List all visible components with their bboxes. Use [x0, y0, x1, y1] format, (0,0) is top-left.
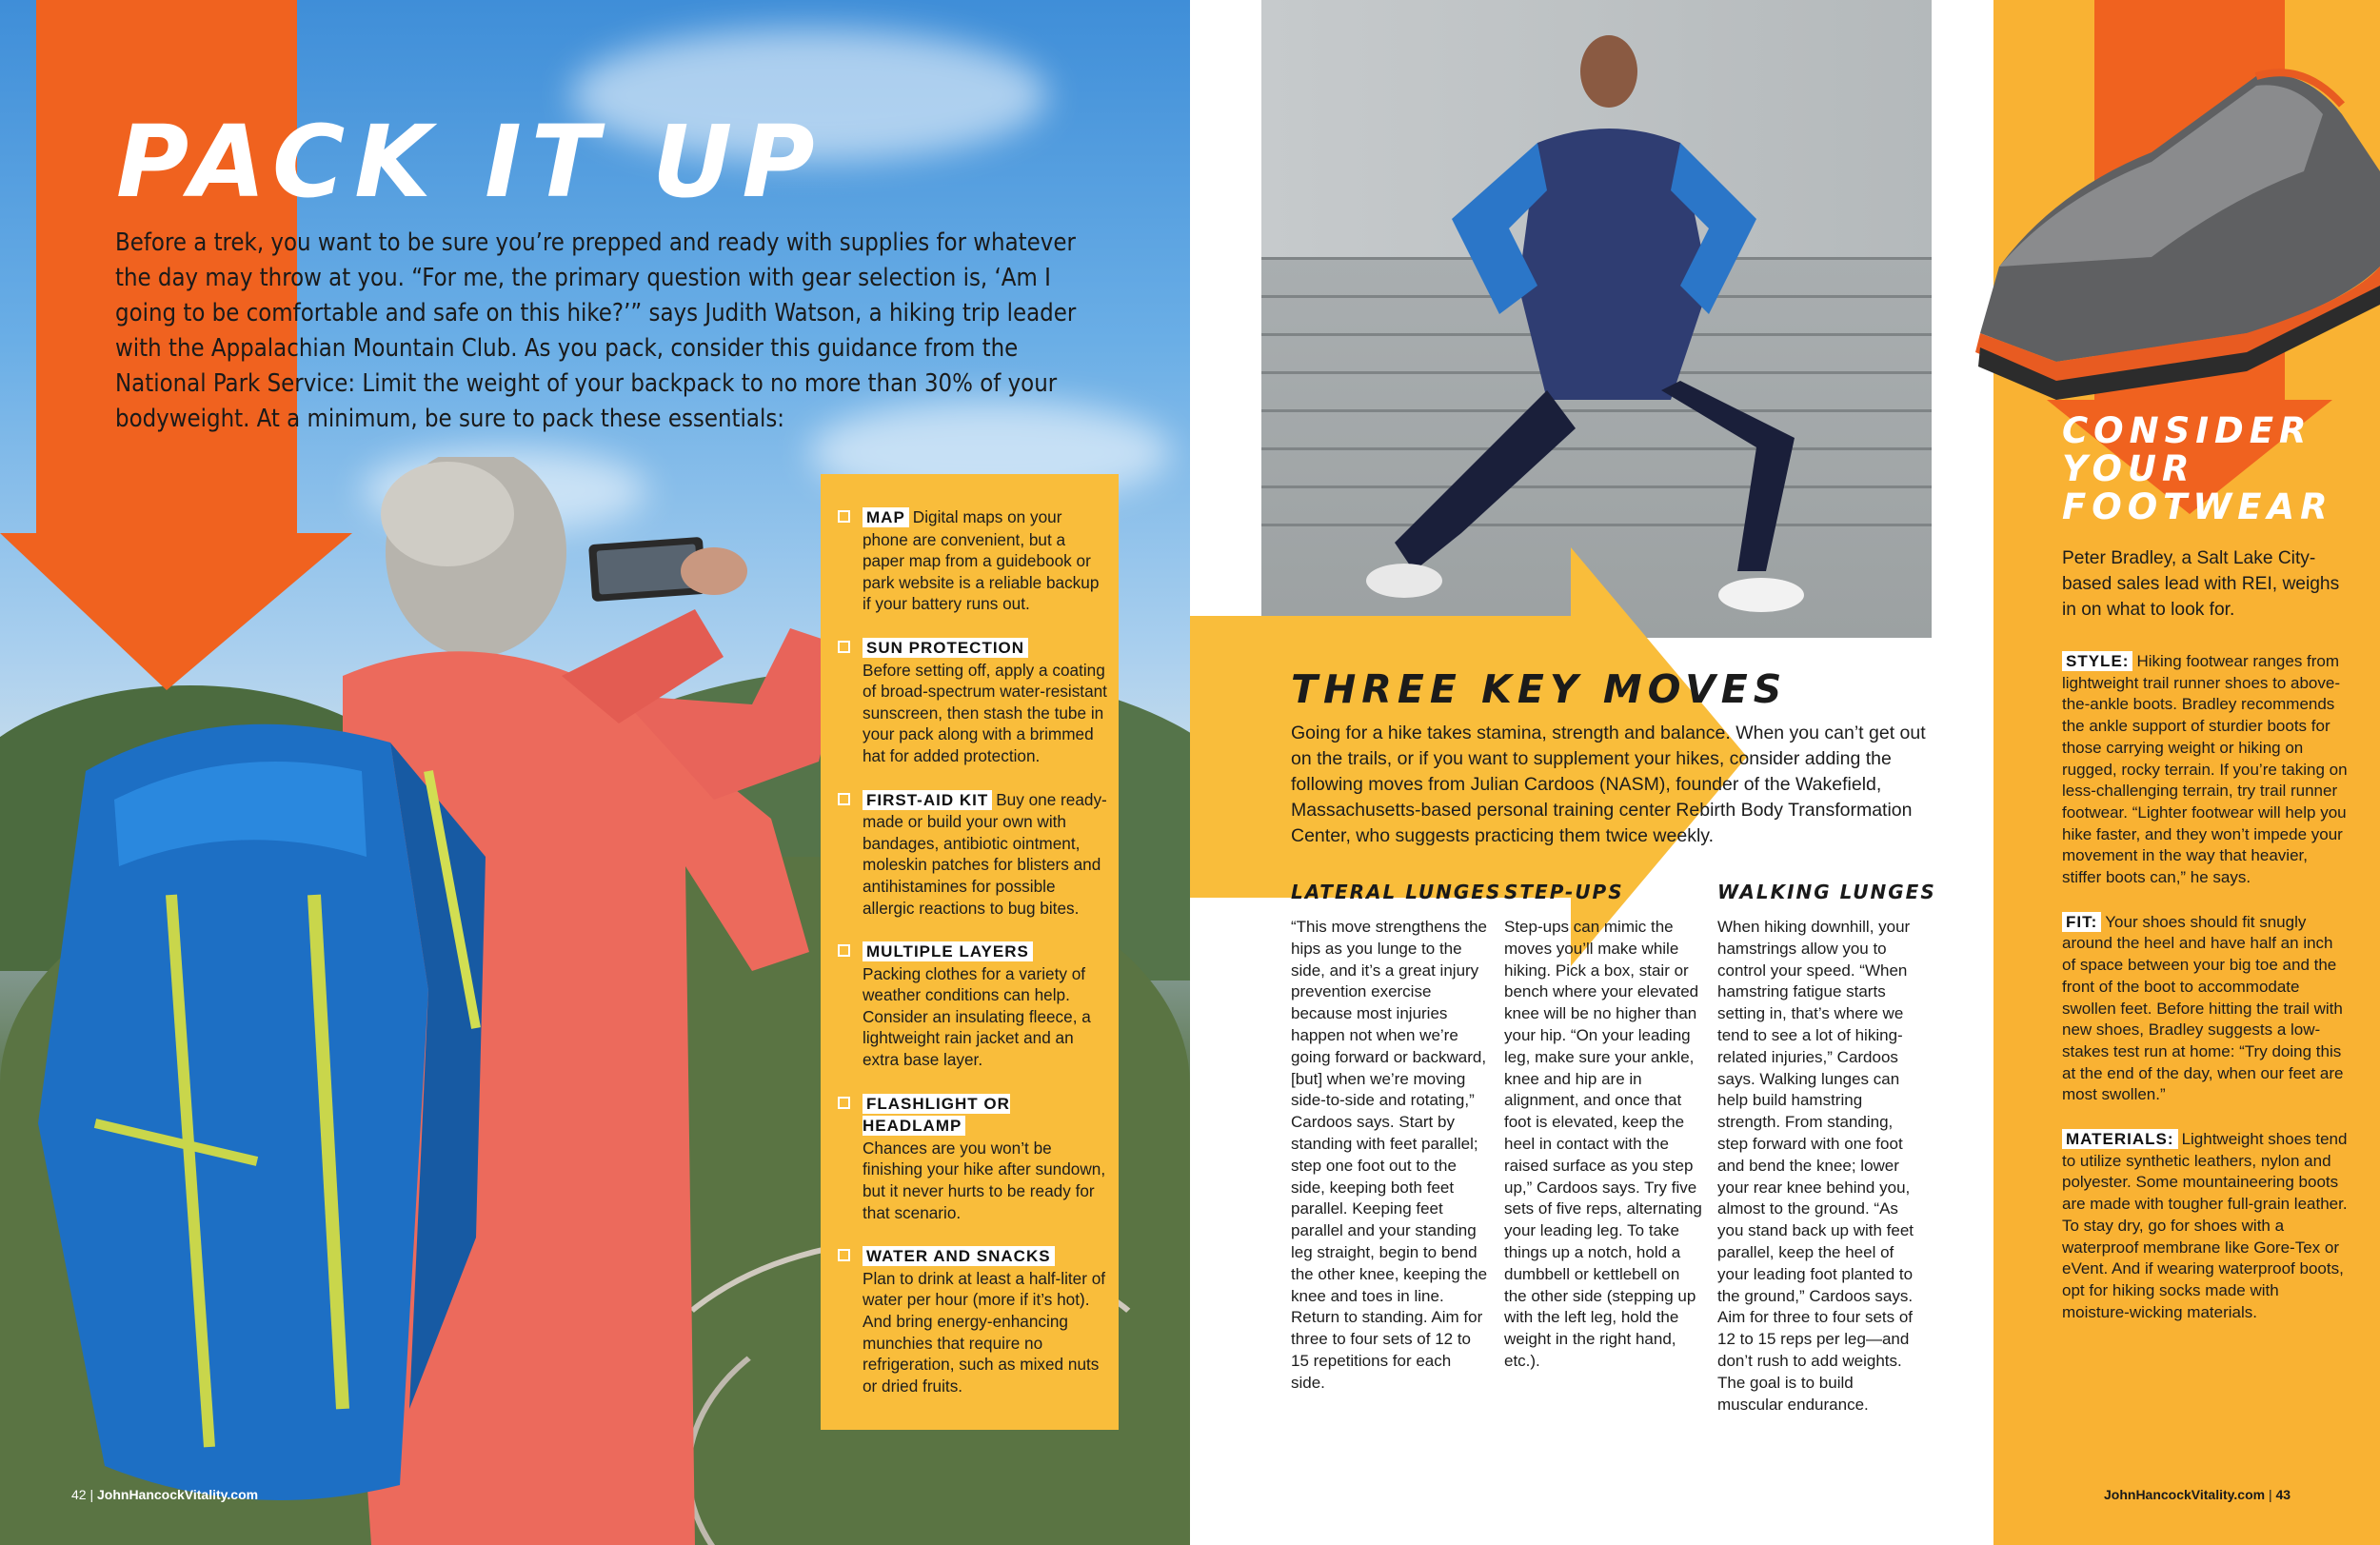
checkbox-icon — [838, 1097, 850, 1109]
footwear-text: Hiking footwear ranges from lightweight trail runner shoes to above-the-ankle boots. Bradley recommends the ankle support of sturdier boots for those carrying weight or hiking on rugged, rocky terrain. If you’re taking on less-challenging terrain, try trail runner footwear. “Lighter footwear will help you hike faster, and they won’t impede your movement in the way that heavier, stiffer boots can,” he says. — [2062, 652, 2348, 887]
checklist-text: Packing clothes for a variety of weather conditions can help. Consider an insulating fleece, a lightweight rain jacket and an extra base layer. — [863, 963, 1091, 1070]
checklist-heading: MULTIPLE LAYERS — [863, 941, 1033, 961]
checklist-heading: MAP — [863, 507, 909, 527]
footwear-text: Your shoes should fit snugly around the heel and have half an inch of space between your big toe and the front of the boot to accommodate swollen feet. Before hitting the trail with new shoes, Bradley suggests a low-stakes test run at home: “Try doing this at the end of the day, when our feet are most swollen.” — [2062, 912, 2344, 1104]
footwear-section — [2062, 651, 2348, 889]
footer-separator: | — [2268, 1487, 2272, 1502]
move-column — [1504, 881, 1702, 1373]
checklist-text: Before setting off, apply a coating of broad-spectrum water-resistant sunscreen, then stash the tube in your pack along with a brimmed hat for added protection. — [863, 660, 1107, 765]
checklist-heading: FIRST-AID KIT — [863, 790, 992, 810]
essentials-checklist — [821, 474, 1119, 1430]
checkbox-icon — [838, 944, 850, 957]
move-text: Step-ups can mimic the moves you’ll make while hiking. Pick a box, stair or bench where your elevated knee will be no higher than your hip. “On your leading leg, make sure your ankle, knee and hip are in alignment, and once that foot is elevated, keep the heel in contact with the raised surface as you step up,” Cardoos says. Try five sets of five reps, alternating your leading leg. To take things up a notch, hold a dumbbell or kettlebell on the other side (stepping up with the left leg, hold the weight in the right hand, etc.). — [1504, 918, 1702, 1370]
checklist-item — [838, 789, 1109, 920]
checklist-heading: WATER AND SNACKS — [863, 1246, 1055, 1266]
move-heading: STEP-UPS — [1504, 881, 1624, 903]
intro-paragraph: Before a trek, you want to be sure you’re prepped and ready with supplies for whatever the day may throw at you. “For me, the primary question with gear selection is, ‘Am I going to be comfortable and safe on this hike?’” says Judith Watson, a hiking trip leader with the Appalachian Mountain Club. As you pack, consider this guidance from the National Park Service: Limit the weight of your backpack to no more than 30% of your bodyweight. At a minimum, be sure to pack these essentials: — [115, 228, 1077, 433]
footwear-title-line: CONSIDER — [2062, 410, 2312, 451]
move-column — [1717, 881, 1936, 1416]
checkbox-icon — [838, 641, 850, 653]
page-number: 42 — [71, 1487, 87, 1502]
hiking-shoe-photo — [1942, 57, 2380, 400]
checklist-heading: FLASHLIGHT OR HEADLAMP — [863, 1094, 1010, 1136]
page-footer-right — [2104, 1487, 2291, 1502]
page-title: PACK IT UP — [116, 104, 824, 220]
checklist-item — [838, 941, 1109, 1071]
page-footer-left — [71, 1487, 258, 1502]
lunge-photo — [1261, 0, 1932, 638]
checkbox-icon — [838, 510, 850, 523]
checklist-item — [838, 1093, 1109, 1224]
moves-title: THREE KEY MOVES — [1291, 666, 1788, 712]
footwear-heading: STYLE: — [2062, 651, 2132, 671]
page-number: 43 — [2275, 1487, 2291, 1502]
move-text: When hiking downhill, your hamstrings allow you to control your speed. “When hamstring fatigue starts setting in, that’s where we tend to see a lot of hiking-related injuries,” Cardoos says. Walking lunges can help build hamstring strength. From standing, step forward with one foot and bend the knee; lower your rear knee behind you, almost to the ground. “As you stand back up with feet parallel, keep the heel of your leading foot planted to the ground,” Cardoos says. Aim for three to four sets of 12 to 15 reps per leg—and don’t rush to add weights. The goal is to build muscular endurance. — [1717, 918, 1914, 1414]
footwear-heading: MATERIALS: — [2062, 1129, 2178, 1149]
checklist-heading: SUN PROTECTION — [863, 638, 1028, 658]
footwear-title-line: YOUR — [2062, 448, 2195, 489]
footer-site: JohnHancockVitality.com — [97, 1487, 259, 1502]
checklist-item — [838, 1245, 1109, 1396]
checkbox-icon — [838, 793, 850, 805]
move-heading: LATERAL LUNGES — [1291, 881, 1502, 903]
footwear-section — [2062, 912, 2348, 1106]
hiker-photo — [29, 457, 847, 1545]
move-heading: WALKING LUNGES — [1717, 881, 1936, 903]
checkbox-icon — [838, 1249, 850, 1261]
footwear-title — [2062, 412, 2333, 526]
move-column — [1291, 881, 1502, 1395]
checklist-text: Plan to drink at least a half-liter of water per hour (more if it’s hot). And bring energy-enhancing munchies that require no refrigeration, such as mixed nuts or dried fruits. — [863, 1268, 1106, 1396]
footwear-title-line: FOOTWEAR — [2062, 486, 2333, 527]
moves-intro: Going for a hike takes stamina, strength and balance. When you can’t get out on the trails, or if you want to supplement your hikes, consider adding the following moves from Julian Cardoos (NASM), founder of the Wakefield, Massachusetts-based personal training center Rebirth Body Transformation Center, who suggests practicing them twice weekly. — [1291, 723, 1926, 846]
checklist-item — [838, 506, 1109, 615]
footer-separator: | — [89, 1487, 94, 1502]
footwear-sections — [2062, 651, 2348, 1346]
footwear-heading: FIT: — [2062, 912, 2101, 932]
move-text: “This move strengthens the hips as you lunge to the side, and it’s a great injury prevention exercise because most injuries happen not when we’re going forward or backward, [but] when we’re moving side-to-side and rotating,” Cardoos says. Start by standing with feet parallel; step one foot out to the side, keeping both feet parallel. Keeping feet parallel and your standing leg straight, begin to bend the other knee, keeping the knee and toes in line. Return to standing. Aim for three to four sets of 12 to 15 repetitions for each side. — [1291, 918, 1488, 1392]
checklist-item — [838, 637, 1109, 767]
checklist-text: Buy one ready-made or build your own with bandages, antibiotic ointment, moleskin patches for blisters and antihistamines for possible allergic reactions to bug bites. — [863, 789, 1107, 918]
footwear-text: Lightweight shoes tend to utilize synthetic leathers, nylon and polyester. Some mountaineering boots are made with tougher full-grain leather. To stay dry, go for shoes with a waterproof membrane like Gore-Tex or eVent. And if wearing waterproof boots, opt for hiking socks made with moisture-wicking materials. — [2062, 1130, 2348, 1321]
checklist-text: Digital maps on your phone are convenient, but a paper map from a guidebook or park website is a reliable backup if your battery runs out. — [863, 507, 1100, 614]
footwear-intro: Peter Bradley, a Salt Lake City-based sales lead with REI, weighs in on what to look for. — [2062, 548, 2340, 620]
footwear-section — [2062, 1129, 2348, 1323]
checklist-text: Chances are you won’t be finishing your hike after sundown, but it never hurts to be ready for that scenario. — [863, 1138, 1106, 1222]
footer-site: JohnHancockVitality.com — [2104, 1487, 2266, 1502]
athlete-figure — [1261, 0, 1932, 638]
